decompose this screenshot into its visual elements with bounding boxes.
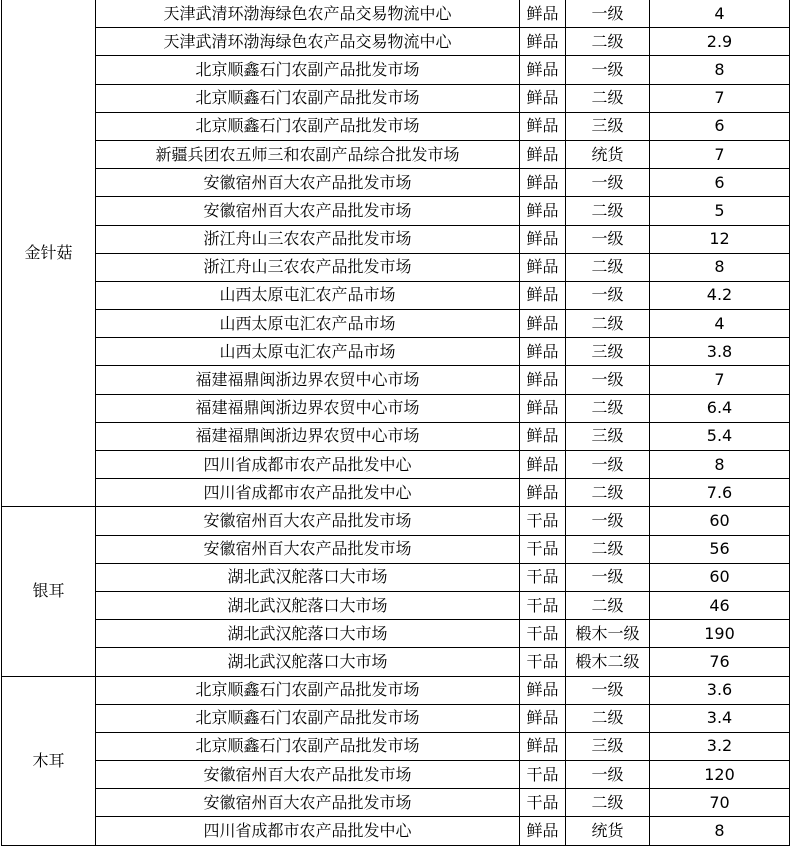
market-cell: 北京顺鑫石门农副产品批发市场 (96, 56, 520, 84)
type-cell: 鲜品 (520, 253, 566, 281)
price-cell: 56 (650, 535, 790, 563)
table-row (2, 310, 790, 338)
table-row (2, 140, 790, 168)
table-row (2, 253, 790, 281)
category-cell: 银耳 (2, 507, 96, 676)
table-row (2, 704, 790, 732)
market-cell: 湖北武汉舵落口大市场 (96, 563, 520, 591)
table-row (2, 422, 790, 450)
type-cell: 鲜品 (520, 0, 566, 28)
type-cell: 干品 (520, 563, 566, 591)
table-row (2, 620, 790, 648)
market-cell: 浙江舟山三农农产品批发市场 (96, 225, 520, 253)
type-cell: 干品 (520, 620, 566, 648)
price-cell: 8 (650, 56, 790, 84)
table-row (2, 394, 790, 422)
grade-cell: 二级 (566, 479, 650, 507)
price-cell: 8 (650, 253, 790, 281)
grade-cell: 统货 (566, 140, 650, 168)
type-cell: 干品 (520, 507, 566, 535)
price-cell: 7 (650, 84, 790, 112)
market-cell: 湖北武汉舵落口大市场 (96, 648, 520, 676)
type-cell: 鲜品 (520, 169, 566, 197)
price-cell: 3.6 (650, 676, 790, 704)
type-cell: 鲜品 (520, 140, 566, 168)
category-cell: 金针菇 (2, 0, 96, 507)
type-cell: 鲜品 (520, 197, 566, 225)
price-cell: 3.4 (650, 704, 790, 732)
table-row (2, 281, 790, 309)
table-row (2, 563, 790, 591)
type-cell: 干品 (520, 789, 566, 817)
price-table (1, 0, 790, 846)
price-cell: 70 (650, 789, 790, 817)
grade-cell: 二级 (566, 394, 650, 422)
grade-cell: 一级 (566, 366, 650, 394)
market-cell: 浙江舟山三农农产品批发市场 (96, 253, 520, 281)
price-cell: 6 (650, 169, 790, 197)
grade-cell: 一级 (566, 56, 650, 84)
grade-cell: 一级 (566, 169, 650, 197)
type-cell: 鲜品 (520, 112, 566, 140)
market-cell: 湖北武汉舵落口大市场 (96, 620, 520, 648)
grade-cell: 统货 (566, 817, 650, 845)
market-cell: 北京顺鑫石门农副产品批发市场 (96, 732, 520, 760)
type-cell: 鲜品 (520, 817, 566, 845)
table-row (2, 338, 790, 366)
table-row (2, 451, 790, 479)
table-row (2, 761, 790, 789)
price-cell: 12 (650, 225, 790, 253)
grade-cell: 一级 (566, 761, 650, 789)
type-cell: 鲜品 (520, 394, 566, 422)
price-cell: 5 (650, 197, 790, 225)
price-cell: 6.4 (650, 394, 790, 422)
market-cell: 安徽宿州百大农产品批发市场 (96, 169, 520, 197)
market-cell: 北京顺鑫石门农副产品批发市场 (96, 676, 520, 704)
grade-cell: 二级 (566, 253, 650, 281)
table-row (2, 535, 790, 563)
price-cell: 7 (650, 140, 790, 168)
type-cell: 干品 (520, 761, 566, 789)
table-row (2, 591, 790, 619)
market-cell: 湖北武汉舵落口大市场 (96, 591, 520, 619)
table-row (2, 676, 790, 704)
category-cell: 木耳 (2, 676, 96, 845)
market-cell: 四川省成都市农产品批发中心 (96, 479, 520, 507)
grade-cell: 二级 (566, 704, 650, 732)
price-cell: 76 (650, 648, 790, 676)
grade-cell: 一级 (566, 676, 650, 704)
market-cell: 北京顺鑫石门农副产品批发市场 (96, 112, 520, 140)
grade-cell: 一级 (566, 281, 650, 309)
type-cell: 鲜品 (520, 732, 566, 760)
grade-cell: 一级 (566, 563, 650, 591)
table-row (2, 366, 790, 394)
table-row (2, 84, 790, 112)
type-cell: 干品 (520, 648, 566, 676)
market-cell: 福建福鼎闽浙边界农贸中心市场 (96, 422, 520, 450)
price-cell: 8 (650, 451, 790, 479)
price-cell: 6 (650, 112, 790, 140)
table-row (2, 789, 790, 817)
price-cell: 4 (650, 0, 790, 28)
grade-cell: 二级 (566, 535, 650, 563)
market-cell: 北京顺鑫石门农副产品批发市场 (96, 84, 520, 112)
price-cell: 60 (650, 563, 790, 591)
price-cell: 4.2 (650, 281, 790, 309)
market-cell: 天津武清环渤海绿色农产品交易物流中心 (96, 28, 520, 56)
table-row (2, 225, 790, 253)
type-cell: 鲜品 (520, 422, 566, 450)
price-cell: 5.4 (650, 422, 790, 450)
market-cell: 新疆兵团农五师三和农副产品综合批发市场 (96, 140, 520, 168)
grade-cell: 二级 (566, 310, 650, 338)
price-cell: 2.9 (650, 28, 790, 56)
table-row (2, 169, 790, 197)
market-cell: 四川省成都市农产品批发中心 (96, 817, 520, 845)
type-cell: 鲜品 (520, 479, 566, 507)
table-row (2, 507, 790, 535)
grade-cell: 一级 (566, 225, 650, 253)
market-cell: 福建福鼎闽浙边界农贸中心市场 (96, 366, 520, 394)
price-cell: 46 (650, 591, 790, 619)
type-cell: 鲜品 (520, 451, 566, 479)
market-cell: 四川省成都市农产品批发中心 (96, 451, 520, 479)
type-cell: 鲜品 (520, 338, 566, 366)
grade-cell: 二级 (566, 789, 650, 817)
type-cell: 鲜品 (520, 310, 566, 338)
market-cell: 安徽宿州百大农产品批发市场 (96, 535, 520, 563)
table-row (2, 56, 790, 84)
market-cell: 天津武清环渤海绿色农产品交易物流中心 (96, 0, 520, 28)
market-cell: 福建福鼎闽浙边界农贸中心市场 (96, 394, 520, 422)
grade-cell: 一级 (566, 451, 650, 479)
table-row (2, 112, 790, 140)
price-cell: 3.8 (650, 338, 790, 366)
grade-cell: 三级 (566, 112, 650, 140)
table-row (2, 648, 790, 676)
price-cell: 3.2 (650, 732, 790, 760)
type-cell: 鲜品 (520, 704, 566, 732)
price-cell: 4 (650, 310, 790, 338)
price-cell: 8 (650, 817, 790, 845)
table-row (2, 28, 790, 56)
type-cell: 鲜品 (520, 225, 566, 253)
table-row (2, 197, 790, 225)
market-cell: 北京顺鑫石门农副产品批发市场 (96, 704, 520, 732)
grade-cell: 一级 (566, 507, 650, 535)
grade-cell: 二级 (566, 591, 650, 619)
table-row (2, 479, 790, 507)
market-cell: 山西太原屯汇农产品市场 (96, 281, 520, 309)
type-cell: 鲜品 (520, 366, 566, 394)
grade-cell: 二级 (566, 28, 650, 56)
grade-cell: 三级 (566, 732, 650, 760)
grade-cell: 二级 (566, 84, 650, 112)
market-cell: 安徽宿州百大农产品批发市场 (96, 789, 520, 817)
type-cell: 干品 (520, 591, 566, 619)
type-cell: 鲜品 (520, 281, 566, 309)
table-row (2, 0, 790, 28)
type-cell: 鲜品 (520, 676, 566, 704)
type-cell: 鲜品 (520, 28, 566, 56)
type-cell: 鲜品 (520, 84, 566, 112)
grade-cell: 一级 (566, 0, 650, 28)
price-cell: 190 (650, 620, 790, 648)
grade-cell: 三级 (566, 338, 650, 366)
table-row (2, 732, 790, 760)
grade-cell: 二级 (566, 197, 650, 225)
market-cell: 山西太原屯汇农产品市场 (96, 338, 520, 366)
market-cell: 安徽宿州百大农产品批发市场 (96, 197, 520, 225)
price-table-body (2, 0, 790, 845)
type-cell: 鲜品 (520, 56, 566, 84)
price-cell: 7.6 (650, 479, 790, 507)
price-cell: 120 (650, 761, 790, 789)
market-cell: 山西太原屯汇农产品市场 (96, 310, 520, 338)
grade-cell: 三级 (566, 422, 650, 450)
market-cell: 安徽宿州百大农产品批发市场 (96, 761, 520, 789)
grade-cell: 椴木二级 (566, 648, 650, 676)
type-cell: 干品 (520, 535, 566, 563)
market-cell: 安徽宿州百大农产品批发市场 (96, 507, 520, 535)
grade-cell: 椴木一级 (566, 620, 650, 648)
price-cell: 7 (650, 366, 790, 394)
table-row (2, 817, 790, 845)
price-cell: 60 (650, 507, 790, 535)
